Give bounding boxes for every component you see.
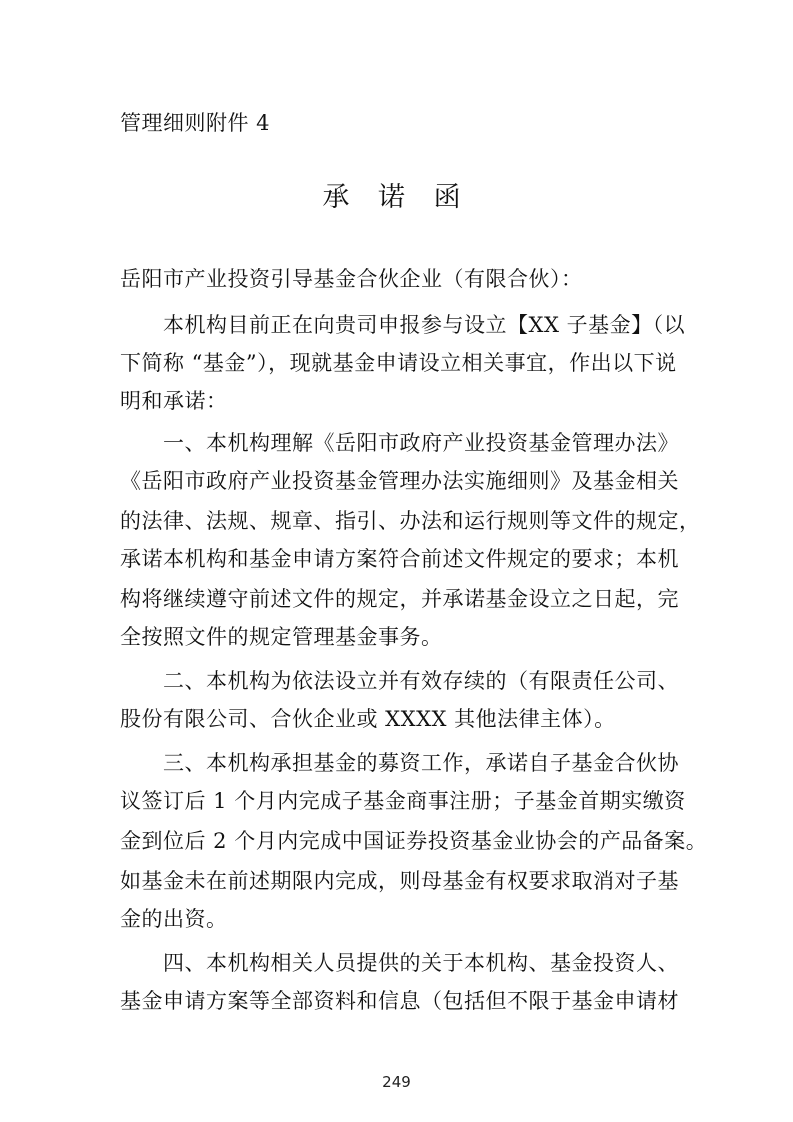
attachment-label: 管理细则附件 4 [120,111,271,135]
page-number: 249 [382,1073,411,1091]
body-line: 岳阳市产业投资引导基金合伙企业（有限合伙）： [120,267,583,291]
body-line: 构将继续遵守前述文件的规定，并承诺基金设立之日起，完 [120,587,679,611]
document-title: 承 诺 函 [322,182,471,213]
body-line: 如基金未在前述期限内完成，则母基金有权要求取消对子基 [120,869,679,893]
body-line: 二、本机构为依法设立并有效存续的（有限责任公司、 [163,669,679,693]
body-line: 股份有限公司、合伙企业或 XXXX 其他法律主体）。 [120,707,616,731]
body-line: 全按照文件的规定管理基金事务。 [120,625,443,649]
body-line: 三、本机构承担基金的募资工作，承诺自子基金合伙协 [163,751,679,775]
body-line: 承诺本机构和基金申请方案符合前述文件规定的要求；本机 [120,547,679,571]
body-line: 本机构目前正在向贵司申报参与设立【XX 子基金】（以 [163,313,686,337]
body-line: 《岳阳市政府产业投资基金管理办法实施细则》及基金相关 [120,469,679,493]
body-line: 的法律、法规、规章、指引、办法和运行规则等文件的规定， [120,509,701,533]
body-line: 四、本机构相关人员提供的关于本机构、基金投资人、 [163,951,679,975]
body-line: 一、本机构理解《岳阳市政府产业投资基金管理办法》 [163,431,679,455]
body-line: 议签订后 1 个月内完成子基金商事注册；子基金首期实缴资 [120,789,686,813]
body-line: 基金申请方案等全部资料和信息（包括但不限于基金申请材 [120,989,679,1013]
body-line: 明和承诺： [120,389,228,413]
body-line: 金到位后 2 个月内完成中国证券投资基金业协会的产品备案。 [120,829,708,853]
body-line: 下简称 “基金”），现就基金申请设立相关事宜，作出以下说 [120,351,677,375]
body-line: 金的出资。 [120,907,228,931]
